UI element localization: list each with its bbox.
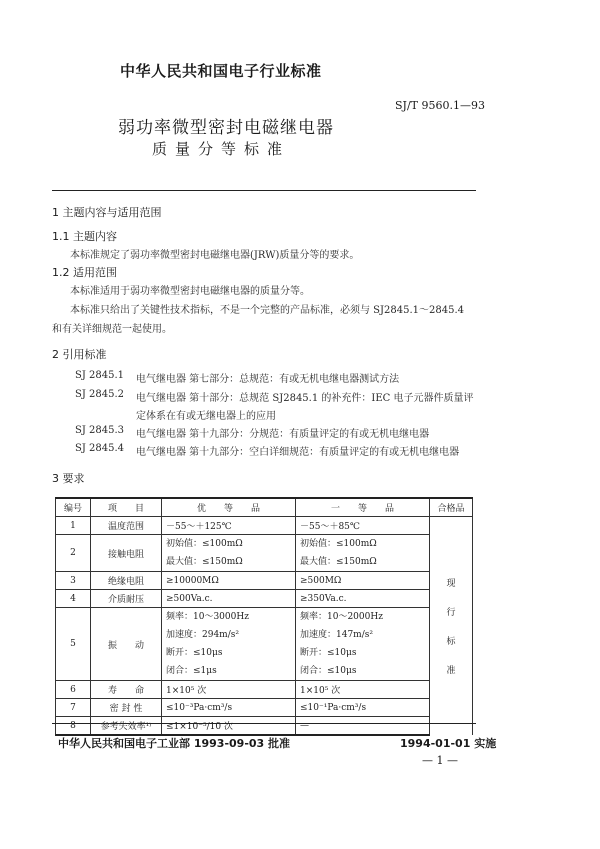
value-line: 闭合：≤1μs xyxy=(166,666,217,676)
value-line: 最大值：≤150mΩ xyxy=(300,557,377,567)
section-1-heading: 1 主题内容与适用范围 xyxy=(52,206,162,219)
col-header-superior: 优 等 品 xyxy=(162,498,296,517)
reference-title: 电气继电器 第十部分：总规范 SJ2845.1 的补充件：IEC 电子元器件质量评 xyxy=(136,393,474,404)
value-line: 频率：10～3000Hz xyxy=(166,612,249,622)
superior-value: ≤10⁻³Pa·cm³/s xyxy=(162,699,296,717)
section-1-2-text-3: 和有关详细规范一起使用。 xyxy=(52,324,172,335)
col-header-qualified: 合格品 xyxy=(430,498,473,517)
row-item: 绝缘电阻 xyxy=(91,572,162,590)
first-class-value: －55～＋85℃ xyxy=(296,517,430,535)
superior-value: －55～＋125℃ xyxy=(162,517,296,535)
value-line: 断开：≤10μs xyxy=(300,648,357,658)
table-row xyxy=(56,535,473,572)
superior-value: ≥10000MΩ xyxy=(162,572,296,590)
issuing-body-title: 中华人民共和国电子行业标准 xyxy=(120,62,322,80)
col-header-first-class: 一 等 品 xyxy=(296,498,430,517)
approval-statement: 中华人民共和国电子工业部 1993-09-03 批准 xyxy=(58,737,291,750)
row-item: 寿 命 xyxy=(91,681,162,699)
row-item: 介质耐压 xyxy=(91,590,162,608)
reference-code: SJ 2845.4 xyxy=(75,443,125,454)
table-row xyxy=(56,699,473,717)
superior-value xyxy=(162,608,296,681)
qualified-char: 标 xyxy=(446,637,456,647)
value-line: 加速度：147m/s² xyxy=(300,630,373,640)
table-row xyxy=(56,572,473,590)
col-header-number: 编号 xyxy=(56,498,91,517)
first-class-value xyxy=(296,608,430,681)
value-line: 闭合：≤10μs xyxy=(300,666,357,676)
section-1-2-heading: 1.2 适用范围 xyxy=(52,266,117,279)
superior-value: ≥500Va.c. xyxy=(162,590,296,608)
first-class-value: ≥500MΩ xyxy=(296,572,430,590)
first-class-value xyxy=(296,535,430,572)
value-line: 频率：10～2000Hz xyxy=(300,612,383,622)
table-row xyxy=(56,608,473,681)
qualified-char: 现 xyxy=(446,579,456,589)
row-number: 2 xyxy=(56,535,91,572)
page-number: — 1 — xyxy=(422,754,458,767)
row-number: 3 xyxy=(56,572,91,590)
qualified-char: 准 xyxy=(446,666,456,676)
table-header-row xyxy=(56,498,473,517)
value-line: 最大值：≤150mΩ xyxy=(166,557,243,567)
reference-code: SJ 2845.3 xyxy=(75,425,125,436)
section-3-heading: 3 要求 xyxy=(52,472,85,485)
reference-title: 电气继电器 第十九部分：分规范：有质量评定的有或无机电继电器 xyxy=(136,429,430,440)
qualified-char: 行 xyxy=(446,608,456,618)
value-line: 初始值：≤100mΩ xyxy=(300,539,377,549)
section-1-2-text-1: 本标准适用于弱功率微型密封电磁继电器的质量分等。 xyxy=(70,286,310,297)
row-item: 密 封 性 xyxy=(91,699,162,717)
standard-code: SJ/T 9560.1—93 xyxy=(395,99,485,112)
reference-title: 电气继电器 第十九部分：空白详细规范：有质量评定的有或无机电继电器 xyxy=(136,447,460,458)
row-number: 8 xyxy=(56,717,91,736)
section-1-1-text: 本标准规定了弱功率微型密封电磁继电器(JRW)质量分等的要求。 xyxy=(70,250,360,261)
first-class-value: ≥350Va.c. xyxy=(296,590,430,608)
row-item: 接触电阻 xyxy=(91,535,162,572)
row-number: 5 xyxy=(56,608,91,681)
superior-value xyxy=(162,535,296,572)
value-line: 断开：≤10μs xyxy=(166,648,223,658)
reference-code: SJ 2845.2 xyxy=(75,389,125,400)
row-item: 振 动 xyxy=(91,608,162,681)
first-class-value: ≤10⁻¹Pa·cm³/s xyxy=(296,699,430,717)
row-item: 参考失效率¹⁾ xyxy=(91,717,162,736)
section-1-2-text-2: 本标准只给出了关键性技术指标，不是一个完整的产品标准，必须与 SJ2845.1～2845.4 xyxy=(70,305,465,316)
requirements-table xyxy=(55,497,473,736)
reference-code: SJ 2845.1 xyxy=(75,370,125,381)
table-row xyxy=(56,717,473,736)
value-line: 加速度：294m/s² xyxy=(166,630,239,640)
footer-divider xyxy=(52,723,476,724)
row-number: 7 xyxy=(56,699,91,717)
table-row xyxy=(56,517,473,535)
first-class-value: — xyxy=(296,717,430,736)
row-number: 1 xyxy=(56,517,91,535)
implementation-date: 1994-01-01 实施 xyxy=(400,737,497,750)
header-divider xyxy=(52,190,476,191)
superior-value: ≤1×10⁻⁵/10 次 xyxy=(162,717,296,736)
table-row xyxy=(56,590,473,608)
row-number: 4 xyxy=(56,590,91,608)
superior-value: 1×10⁵ 次 xyxy=(162,681,296,699)
reference-title-cont: 定体系在有或无继电器上的应用 xyxy=(136,411,276,422)
col-header-item: 项 目 xyxy=(91,498,162,517)
reference-title: 电气继电器 第七部分：总规范：有或无机电继电器测试方法 xyxy=(136,374,400,385)
value-line: 初始值：≤100mΩ xyxy=(166,539,243,549)
first-class-value: 1×10⁵ 次 xyxy=(296,681,430,699)
table-row xyxy=(56,681,473,699)
qualified-cell xyxy=(430,517,473,736)
document-subtitle: 质量分等标准 xyxy=(152,140,291,158)
section-2-heading: 2 引用标准 xyxy=(52,348,107,361)
row-item: 温度范围 xyxy=(91,517,162,535)
row-number: 6 xyxy=(56,681,91,699)
document-title: 弱功率微型密封电磁继电器 xyxy=(118,118,334,138)
section-1-1-heading: 1.1 主题内容 xyxy=(52,230,117,243)
